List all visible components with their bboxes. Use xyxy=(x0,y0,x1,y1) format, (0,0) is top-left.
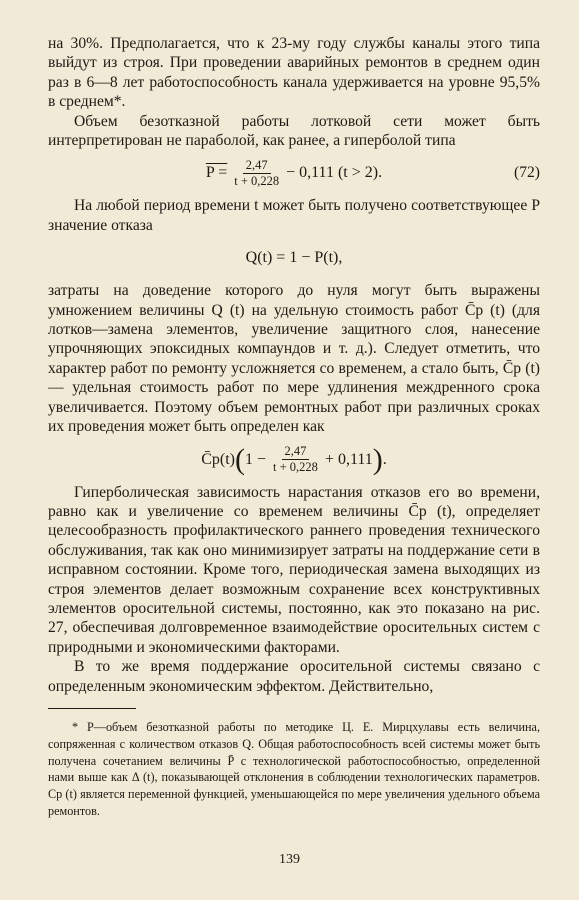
formula-3-fraction xyxy=(270,444,321,475)
formula-3-rest: + 0,111 xyxy=(324,450,373,468)
formula-3-tail: . xyxy=(382,450,387,468)
formula-72-denominator: t + 0,228 xyxy=(234,173,280,188)
paragraph-3: На любой период времени t может быть получено соответствующее P значение отказа xyxy=(48,197,540,234)
page-body xyxy=(48,34,540,820)
formula-3-one: 1 − xyxy=(245,450,267,468)
formula-72-numerator: 2,47 xyxy=(243,158,271,174)
footnote: * P—объем безотказной работы по методике Ц. Е. Мирцхулавы есть величина, сопряженная с количеством отказов Q. Общая работоспособность всей системы может быть получена сочетанием величины P̄ с технологической работоспособностью, определенной нами выше как Δ (t), показывающей отклонения в соблюдении технологических параметров. Cр (t) является переменной функцией, уменьшающейся по мере увеличения удельного объема ремонтов. xyxy=(48,719,540,818)
paragraph-6: В то же время поддержание оросительной системы связано с определенным экономическим эффектом. Действительно, xyxy=(48,658,540,695)
paragraph-1: на 30%. Предполагается, что к 23-му году службы каналы этого типа выйдут из строя. При проведении аварийных ремонтов в среднем один раз в 6—8 лет работоспособность канала удерживается на уровне 95,5% в среднем*. xyxy=(48,35,540,111)
formula-72-rest: − 0,111 (t > 2). xyxy=(286,164,383,182)
page-number: 139 xyxy=(279,852,300,867)
formula-q-text: Q(t) = 1 − P(t), xyxy=(245,249,343,267)
paragraph-4: затраты на доведение которого до нуля могут быть выражены умножением величины Q (t) на удельную стоимость работ C̄р (t) (для лотков—замена элементов, увеличение защитного слоя, нанесение упрочняющих эпоксидных компаундов и т. д.). Следует отметить, что характер работ по ремонту усложняется со временем, а стало быть, C̄р (t) — удельная стоимость работ по мере удлинения междренного срока увеличивается. Поэтому объем ремонтных работ при различных сроках их проведения может быть определен как xyxy=(48,282,540,436)
paragraph-2: Объем безотказной работы лотковой сети может быть интерпретирован не параболой, как ранее, а гиперболой типа xyxy=(48,112,540,150)
formula-repair-volume xyxy=(48,443,540,477)
formula-72 xyxy=(48,156,540,190)
paragraph-5: Гиперболическая зависимость нарастания отказов его во времени, равно как и увеличение со временем величины C̄р (t), определяет целесообразность профилактического раннего проведения технического обслуживания, так как оно минимизирует затраты на поддержание сети в исправном состоянии. Кроме того, периодическая замена выходящих из строя элементов делает возможным сохранение всех конструктивных элементов оросительной системы, постоянно, как это показано на рис. 27, обеспечивая долговременное взаимодействие оросительных систем с природными и экономическими факторами. xyxy=(48,483,540,656)
footnote-divider xyxy=(48,708,136,709)
left-paren: ( xyxy=(235,442,245,476)
formula-72-fraction xyxy=(231,158,282,189)
formula-72-lhs: P = xyxy=(205,164,228,182)
formula-3-denominator: t + 0,228 xyxy=(273,460,318,474)
equation-number: (72) xyxy=(514,164,540,182)
formula-3-lhs: C̄р(t) xyxy=(201,450,235,468)
formula-q xyxy=(48,241,540,275)
formula-3-numerator: 2,47 xyxy=(282,444,310,460)
right-paren: ) xyxy=(372,442,383,476)
